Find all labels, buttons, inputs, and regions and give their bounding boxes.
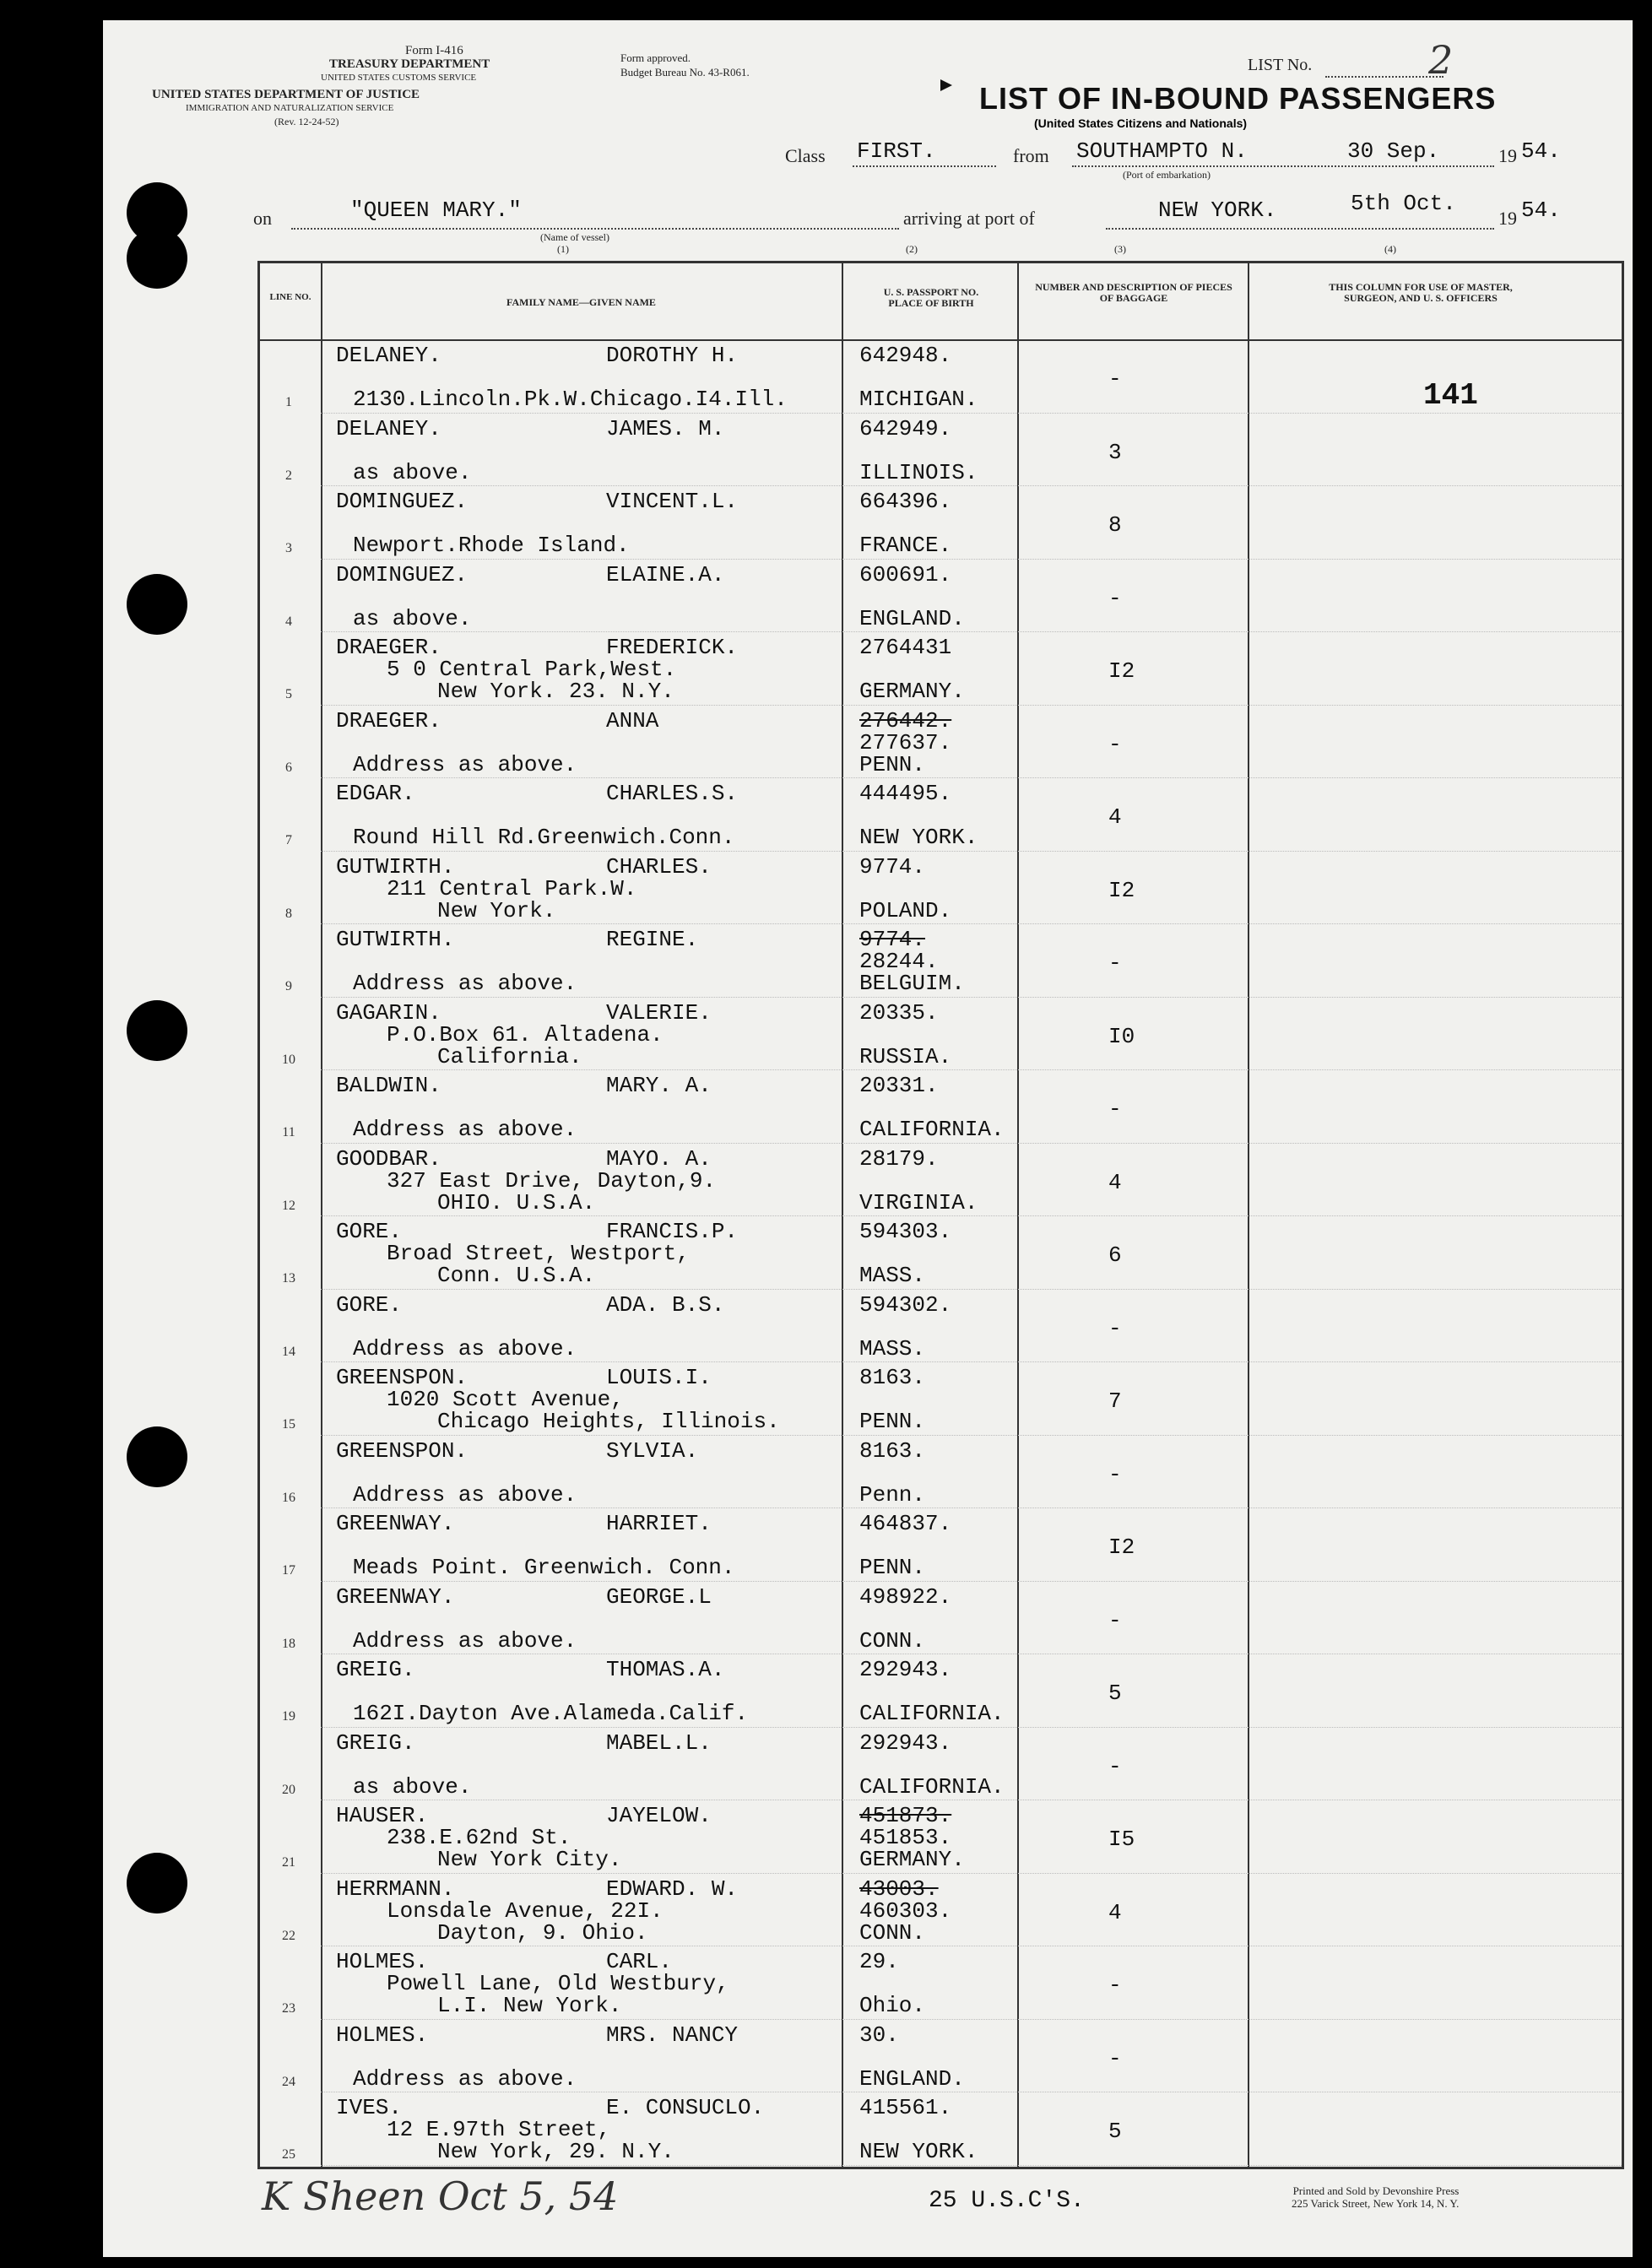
family-name: GREENWAY. bbox=[336, 1583, 455, 1610]
table-row bbox=[260, 999, 1622, 1072]
given-name: MABEL.L. bbox=[606, 1729, 712, 1756]
address-line-1: 5 0 Central Park,West. bbox=[387, 657, 677, 682]
place-of-birth: CONN. bbox=[859, 1627, 926, 1654]
table-row bbox=[260, 1729, 1622, 1802]
binder-hole bbox=[127, 1426, 187, 1487]
address-line-1: as above. bbox=[353, 605, 472, 631]
line-number: 13 bbox=[282, 1271, 295, 1286]
row-divider bbox=[321, 1069, 1622, 1070]
line-number: 10 bbox=[282, 1052, 295, 1067]
line-number: 22 bbox=[282, 1928, 295, 1943]
line-number: 18 bbox=[282, 1636, 295, 1651]
given-name: VINCENT.L. bbox=[606, 489, 739, 514]
line-number: 5 bbox=[285, 687, 292, 701]
place-of-birth: Penn. bbox=[859, 1481, 926, 1507]
table-row bbox=[260, 1509, 1622, 1583]
line-number: 11 bbox=[282, 1125, 295, 1139]
row-divider bbox=[321, 2019, 1622, 2020]
line-number: 6 bbox=[285, 760, 292, 775]
table-row bbox=[260, 2021, 1622, 2094]
baggage-count: - bbox=[1108, 950, 1122, 976]
passport-number-struck: 43003. bbox=[859, 1876, 939, 1902]
baggage-count: 4 bbox=[1108, 804, 1122, 830]
port-embarkation-caption: (Port of embarkation) bbox=[1123, 169, 1211, 181]
arrival-port: NEW YORK. bbox=[1158, 198, 1277, 223]
address-line-1: Address as above. bbox=[353, 1627, 577, 1654]
baggage-count: 4 bbox=[1108, 1169, 1122, 1195]
given-name: MRS. NANCY bbox=[606, 2022, 739, 2048]
place-of-birth: PENN. bbox=[859, 1555, 926, 1580]
place-of-birth: PENN. bbox=[859, 1409, 926, 1434]
place-of-birth: CALIFORNIA. bbox=[859, 1701, 1005, 1726]
place-of-birth: Ohio. bbox=[859, 1993, 926, 2018]
address-line-1: Address as above. bbox=[353, 751, 577, 777]
table-row bbox=[260, 1217, 1622, 1291]
col-header-passport: U. S. PASSPORT NO. PLACE OF BIRTH bbox=[883, 286, 979, 309]
baggage-count: 5 bbox=[1108, 2119, 1122, 2144]
address-line-1: as above. bbox=[353, 1773, 472, 1800]
passport-number: 29. bbox=[859, 1949, 899, 1974]
passport-number: 642949. bbox=[859, 415, 952, 441]
given-name: THOMAS.A. bbox=[606, 1657, 725, 1682]
baggage-count: - bbox=[1108, 2045, 1122, 2071]
family-name: DELANEY. bbox=[336, 343, 441, 368]
table-row bbox=[260, 1583, 1622, 1656]
passport-number: 292943. bbox=[859, 1657, 952, 1682]
year-prefix-2: 19 bbox=[1498, 208, 1517, 229]
baggage-count: I2 bbox=[1108, 658, 1135, 684]
baggage-count: 8 bbox=[1108, 512, 1122, 538]
baggage-count: I2 bbox=[1108, 1535, 1135, 1560]
baggage-count: - bbox=[1108, 1461, 1122, 1487]
given-name: CHARLES.S. bbox=[606, 781, 739, 806]
family-name: GORE. bbox=[336, 1291, 403, 1318]
baggage-count: - bbox=[1108, 366, 1122, 392]
baggage-count: I5 bbox=[1108, 1827, 1135, 1852]
passport-number: 2764431 bbox=[859, 635, 952, 660]
place-of-birth: RUSSIA. bbox=[859, 1043, 952, 1069]
table-row bbox=[260, 1875, 1622, 1948]
line-number: 12 bbox=[282, 1198, 295, 1213]
table-row bbox=[260, 1801, 1622, 1875]
passport-number: 8163. bbox=[859, 1365, 926, 1390]
passport-number: 664396. bbox=[859, 489, 952, 514]
address-line-1: 1020 Scott Avenue, bbox=[387, 1387, 624, 1412]
line-number: 3 bbox=[285, 541, 292, 555]
place-of-birth: NEW YORK. bbox=[859, 2139, 978, 2164]
year-prefix: 19 bbox=[1498, 145, 1517, 166]
address-line-1: 327 East Drive, Dayton,9. bbox=[387, 1167, 717, 1194]
col-header-baggage: NUMBER AND DESCRIPTION OF PIECES OF BAGGAGE bbox=[1035, 281, 1232, 304]
list-no-value: 2 bbox=[1428, 37, 1454, 83]
line-number: 16 bbox=[282, 1490, 295, 1505]
place-of-birth: GERMANY. bbox=[859, 679, 965, 704]
place-of-birth: ENGLAND. bbox=[859, 2065, 965, 2092]
family-name: DOMINGUEZ. bbox=[336, 489, 469, 514]
family-name: HAUSER. bbox=[336, 1803, 429, 1828]
address-line-1: Powell Lane, Old Westbury, bbox=[387, 1971, 729, 1996]
table-row bbox=[260, 2093, 1622, 2167]
table-row bbox=[260, 1291, 1622, 1364]
address-line-1: 211 Central Park.W. bbox=[387, 875, 637, 901]
col-num-4: (4) bbox=[1384, 243, 1396, 255]
treasury-department: TREASURY DEPARTMENT bbox=[329, 57, 490, 71]
passport-number: 600691. bbox=[859, 561, 952, 587]
passport-number: 20331. bbox=[859, 1073, 939, 1098]
family-name: GREENSPON. bbox=[336, 1437, 469, 1464]
table-row bbox=[260, 853, 1622, 926]
place-of-birth: POLAND. bbox=[859, 897, 952, 923]
line-number: 25 bbox=[282, 2147, 295, 2162]
passport-number-struck: 9774. bbox=[859, 927, 926, 952]
address-line-1: Address as above. bbox=[353, 1481, 577, 1507]
given-name: MARY. A. bbox=[606, 1073, 712, 1098]
line-number: 8 bbox=[285, 906, 292, 921]
given-name: CHARLES. bbox=[606, 853, 712, 880]
passport-number: 594303. bbox=[859, 1219, 952, 1244]
address-line-2: Chicago Heights, Illinois. bbox=[437, 1409, 780, 1434]
document-title: LIST OF IN-BOUND PASSENGERS bbox=[979, 81, 1497, 116]
row-divider bbox=[321, 485, 1622, 486]
passport-number: 28244. bbox=[859, 949, 939, 974]
family-name: HOLMES. bbox=[336, 1949, 429, 1974]
passport-number: 20335. bbox=[859, 999, 939, 1026]
line-number: 14 bbox=[282, 1344, 295, 1359]
budget-bureau: Budget Bureau No. 43-R061. bbox=[620, 66, 750, 78]
address-line-1: Broad Street, Westport, bbox=[387, 1241, 690, 1266]
address-line-2: Dayton, 9. Ohio. bbox=[437, 1919, 648, 1946]
address-line-1: 2130.Lincoln.Pk.W.Chicago.I4.Ill. bbox=[353, 387, 788, 412]
place-of-birth: GERMANY. bbox=[859, 1847, 965, 1872]
passport-number: 451853. bbox=[859, 1825, 952, 1850]
row-divider bbox=[321, 851, 1622, 852]
handwritten-signature: K Sheen Oct 5, 54 bbox=[262, 2173, 619, 2219]
line-number: 1 bbox=[285, 395, 292, 409]
line-number: 9 bbox=[285, 979, 292, 993]
row-divider bbox=[321, 1143, 1622, 1144]
passport-number: 9774. bbox=[859, 853, 926, 880]
binder-hole bbox=[127, 574, 187, 635]
arrival-year: 54. bbox=[1521, 198, 1561, 223]
approval-text: Form approved. bbox=[620, 51, 691, 64]
line-number: 17 bbox=[282, 1563, 295, 1578]
family-name: HOLMES. bbox=[336, 2022, 429, 2048]
passport-number-struck: 276442. bbox=[859, 707, 952, 733]
binder-hole bbox=[127, 1000, 187, 1061]
address-line-2: New York City. bbox=[437, 1847, 622, 1872]
document-subtitle: (United States Citizens and Nationals) bbox=[1034, 116, 1248, 130]
row-divider bbox=[321, 2165, 1622, 2166]
passenger-count: 25 U.S.C'S. bbox=[929, 2188, 1085, 2214]
naturalization-service: IMMIGRATION AND NATURALIZATION SERVICE bbox=[186, 103, 394, 113]
baggage-count: - bbox=[1108, 1753, 1122, 1779]
family-name: DRAEGER. bbox=[336, 707, 441, 733]
line-number: 19 bbox=[282, 1709, 295, 1724]
address-line-2: Conn. U.S.A. bbox=[437, 1263, 596, 1288]
table-row bbox=[260, 1437, 1622, 1510]
given-name: FREDERICK. bbox=[606, 635, 739, 660]
row-divider bbox=[321, 705, 1622, 706]
embarkation-port: SOUTHAMPTO N. bbox=[1076, 138, 1248, 164]
place-of-birth: MICHIGAN. bbox=[859, 387, 978, 412]
col-header-name: FAMILY NAME—GIVEN NAME bbox=[506, 296, 656, 308]
place-of-birth: ENGLAND. bbox=[859, 605, 965, 631]
place-of-birth: CONN. bbox=[859, 1919, 926, 1946]
passport-number: 292943. bbox=[859, 1729, 952, 1756]
arriving-label: arriving at port of bbox=[903, 208, 1035, 229]
row-divider bbox=[321, 1215, 1622, 1216]
table-row bbox=[260, 487, 1622, 560]
address-line-2: New York, 29. N.Y. bbox=[437, 2139, 674, 2164]
col-num-1: (1) bbox=[557, 243, 569, 255]
row-divider bbox=[321, 1507, 1622, 1508]
row-divider bbox=[321, 777, 1622, 778]
address-line-1: Address as above. bbox=[353, 1335, 577, 1361]
passport-number: 28179. bbox=[859, 1145, 939, 1172]
baggage-count: - bbox=[1108, 1315, 1122, 1341]
line-number: 23 bbox=[282, 2001, 295, 2016]
passport-number: 8163. bbox=[859, 1437, 926, 1464]
vessel-caption: (Name of vessel) bbox=[540, 231, 609, 243]
row-divider bbox=[321, 1581, 1622, 1582]
address-line-2: OHIO. U.S.A. bbox=[437, 1189, 596, 1215]
address-line-1: P.O.Box 61. Altadena. bbox=[387, 1021, 664, 1047]
customs-service: UNITED STATES CUSTOMS SERVICE bbox=[321, 73, 477, 83]
form-identification bbox=[152, 44, 490, 128]
given-name: E. CONSUCLO. bbox=[606, 2095, 765, 2120]
vessel-name: "QUEEN MARY." bbox=[350, 198, 522, 223]
line-number: 15 bbox=[282, 1417, 295, 1432]
on-label: on bbox=[253, 208, 272, 229]
baggage-count: 5 bbox=[1108, 1681, 1122, 1706]
given-name: SYLVIA. bbox=[606, 1437, 699, 1464]
address-line-1: as above. bbox=[353, 459, 472, 485]
list-no-label: LIST No. bbox=[1248, 56, 1313, 74]
family-name: GAGARIN. bbox=[336, 999, 441, 1026]
passport-number: 464837. bbox=[859, 1511, 952, 1536]
passport-number: 415561. bbox=[859, 2095, 952, 2120]
class-label: Class bbox=[785, 145, 826, 166]
baggage-count: 4 bbox=[1108, 1899, 1122, 1925]
row-divider bbox=[321, 1361, 1622, 1362]
given-name: EDWARD. W. bbox=[606, 1876, 739, 1902]
line-number: 24 bbox=[282, 2074, 295, 2089]
row-divider bbox=[321, 997, 1622, 998]
row-divider bbox=[321, 923, 1622, 924]
family-name: IVES. bbox=[336, 2095, 403, 2120]
table-row bbox=[260, 1655, 1622, 1729]
baggage-count: 6 bbox=[1108, 1242, 1122, 1268]
address-line-1: Meads Point. Greenwich. Conn. bbox=[353, 1555, 735, 1580]
address-line-2: New York. 23. N.Y. bbox=[437, 679, 674, 704]
col-num-3: (3) bbox=[1114, 243, 1126, 255]
table-row bbox=[260, 1071, 1622, 1145]
row-divider bbox=[321, 413, 1622, 414]
baggage-count: - bbox=[1108, 1607, 1122, 1633]
baggage-count: I0 bbox=[1108, 1023, 1135, 1049]
printer-line-2: 225 Varick Street, New York 14, N. Y. bbox=[1292, 2197, 1460, 2210]
table-row bbox=[260, 1363, 1622, 1437]
embarkation-date: 30 Sep. bbox=[1347, 138, 1440, 164]
place-of-birth: BELGUIM. bbox=[859, 971, 965, 996]
baggage-count: 3 bbox=[1108, 439, 1122, 465]
row-divider bbox=[321, 1727, 1622, 1728]
address-line-1: Address as above. bbox=[353, 971, 577, 996]
binder-hole bbox=[127, 1853, 187, 1913]
address-line-1: Round Hill Rd.Greenwich.Conn. bbox=[353, 825, 735, 850]
family-name: DELANEY. bbox=[336, 415, 441, 441]
row-divider bbox=[321, 1873, 1622, 1874]
given-name: VALERIE. bbox=[606, 999, 712, 1026]
table-row bbox=[260, 414, 1622, 488]
given-name: DOROTHY H. bbox=[606, 343, 739, 368]
col-header-line-no: LINE NO. bbox=[269, 292, 311, 302]
place-of-birth: MASS. bbox=[859, 1263, 926, 1288]
baggage-count: - bbox=[1108, 731, 1122, 757]
address-line-1: 162I.Dayton Ave.Alameda.Calif. bbox=[353, 1701, 749, 1726]
baggage-count: I2 bbox=[1108, 877, 1135, 903]
place-of-birth: CALIFORNIA. bbox=[859, 1773, 1005, 1800]
table-row bbox=[260, 1145, 1622, 1218]
given-name: GEORGE.L bbox=[606, 1583, 712, 1610]
table-row bbox=[260, 560, 1622, 634]
address-line-2: California. bbox=[437, 1043, 582, 1069]
address-line-1: 12 E.97th Street, bbox=[387, 2117, 611, 2142]
baggage-count: - bbox=[1108, 585, 1122, 611]
baggage-count: - bbox=[1108, 1096, 1122, 1122]
place-of-birth: CALIFORNIA. bbox=[859, 1117, 1005, 1142]
col-num-2: (2) bbox=[906, 243, 918, 255]
place-of-birth: PENN. bbox=[859, 751, 926, 777]
line-number: 7 bbox=[285, 833, 292, 847]
family-name: BALDWIN. bbox=[336, 1073, 441, 1098]
given-name: MAYO. A. bbox=[606, 1145, 712, 1172]
given-name: ANNA bbox=[606, 707, 659, 733]
place-of-birth: FRANCE. bbox=[859, 533, 952, 558]
family-name: HERRMANN. bbox=[336, 1876, 455, 1902]
row-divider bbox=[321, 1435, 1622, 1436]
given-name: LOUIS.I. bbox=[606, 1365, 712, 1390]
form-approval bbox=[620, 51, 750, 79]
row-divider bbox=[321, 559, 1622, 560]
place-of-birth: VIRGINIA. bbox=[859, 1189, 978, 1215]
table-row bbox=[260, 779, 1622, 853]
table-row bbox=[260, 925, 1622, 999]
given-name: ELAINE.A. bbox=[606, 561, 725, 587]
address-line-2: L.I. New York. bbox=[437, 1993, 622, 2018]
table-row bbox=[260, 633, 1622, 706]
line-number: 20 bbox=[282, 1782, 295, 1797]
baggage-count: 7 bbox=[1108, 1388, 1122, 1414]
passenger-table bbox=[257, 261, 1624, 2169]
line-number: 2 bbox=[285, 468, 292, 483]
given-name: HARRIET. bbox=[606, 1511, 712, 1536]
address-line-1: Lonsdale Avenue, 22I. bbox=[387, 1897, 664, 1924]
table-row bbox=[260, 1947, 1622, 2021]
line-number: 21 bbox=[282, 1855, 295, 1870]
family-name: GREENWAY. bbox=[336, 1511, 455, 1536]
family-name: DOMINGUEZ. bbox=[336, 561, 469, 587]
given-name: FRANCIS.P. bbox=[606, 1219, 739, 1244]
passport-number: 30. bbox=[859, 2022, 899, 2048]
row-divider bbox=[321, 1289, 1622, 1290]
line-number: 4 bbox=[285, 614, 292, 629]
passport-number: 460303. bbox=[859, 1897, 952, 1924]
justice-department: UNITED STATES DEPARTMENT OF JUSTICE bbox=[152, 88, 420, 101]
family-name: DRAEGER. bbox=[336, 635, 441, 660]
form-revision: (Rev. 12-24-52) bbox=[274, 116, 339, 127]
passport-number: 498922. bbox=[859, 1583, 952, 1610]
passport-number: 277637. bbox=[859, 729, 952, 755]
family-name: EDGAR. bbox=[336, 781, 415, 806]
embarkation-year: 54. bbox=[1521, 138, 1561, 164]
family-name: GUTWIRTH. bbox=[336, 927, 455, 952]
family-name: GORE. bbox=[336, 1219, 403, 1244]
printer-imprint bbox=[1292, 2184, 1459, 2210]
passport-number-struck: 451873. bbox=[859, 1803, 952, 1828]
address-line-1: Address as above. bbox=[353, 2065, 577, 2092]
passport-number: 642948. bbox=[859, 343, 952, 368]
family-name: GREENSPON. bbox=[336, 1365, 469, 1390]
address-line-1: Newport.Rhode Island. bbox=[353, 533, 630, 558]
given-name: JAYELOW. bbox=[606, 1803, 712, 1828]
given-name: ADA. B.S. bbox=[606, 1291, 725, 1318]
arrow-mark-icon bbox=[937, 76, 956, 95]
from-label: from bbox=[1013, 145, 1049, 166]
given-name: JAMES. M. bbox=[606, 415, 725, 441]
address-line-1: 238.E.62nd St. bbox=[387, 1825, 571, 1850]
place-of-birth: ILLINOIS. bbox=[859, 459, 978, 485]
baggage-count: - bbox=[1108, 1973, 1122, 1998]
given-name: CARL. bbox=[606, 1949, 673, 1974]
row-divider bbox=[321, 631, 1622, 632]
family-name: GREIG. bbox=[336, 1657, 415, 1682]
table-row bbox=[260, 341, 1622, 414]
address-line-1: Address as above. bbox=[353, 1117, 577, 1142]
address-line-2: New York. bbox=[437, 897, 556, 923]
place-of-birth: MASS. bbox=[859, 1335, 926, 1361]
class-value: FIRST. bbox=[857, 138, 936, 164]
passport-number: 594302. bbox=[859, 1291, 952, 1318]
arrival-date: 5th Oct. bbox=[1351, 191, 1456, 216]
col-header-officers: THIS COLUMN FOR USE OF MASTER, SURGEON, AND U. S. OFFICERS bbox=[1329, 281, 1513, 304]
table-row bbox=[260, 706, 1622, 780]
family-name: GOODBAR. bbox=[336, 1145, 441, 1172]
given-name: REGINE. bbox=[606, 927, 699, 952]
family-name: GREIG. bbox=[336, 1729, 415, 1756]
form-number: Form I-416 bbox=[405, 44, 463, 57]
passport-number: 444495. bbox=[859, 781, 952, 806]
family-name: GUTWIRTH. bbox=[336, 853, 455, 880]
printer-line-1: Printed and Sold by Devonshire Press bbox=[1292, 2184, 1460, 2197]
binder-hole bbox=[127, 228, 187, 289]
place-of-birth: NEW YORK. bbox=[859, 825, 978, 850]
officer-annotation: 141 bbox=[1423, 378, 1478, 413]
